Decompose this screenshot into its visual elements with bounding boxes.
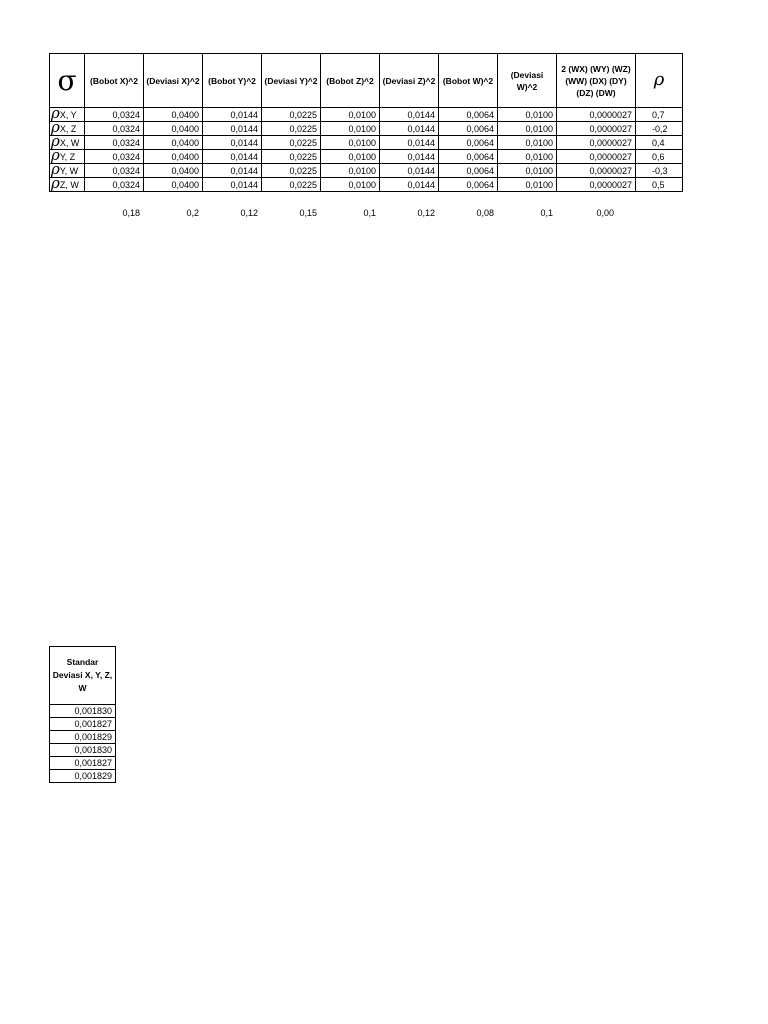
table-cell[interactable]: 0,0144	[203, 108, 262, 122]
sd-header-cell[interactable]: Standar Deviasi X, Y, Z, W	[50, 647, 116, 705]
rho-cell[interactable]: 0,5	[636, 178, 683, 192]
table-cell[interactable]: 0,0064	[439, 178, 498, 192]
table-cell[interactable]: 0,0144	[380, 150, 439, 164]
rho-cell[interactable]: -0,3	[636, 164, 683, 178]
row-label: Z, W	[59, 180, 79, 190]
table-cell[interactable]: 0,0324	[85, 178, 144, 192]
table-row	[50, 122, 683, 136]
sd-row	[50, 705, 116, 718]
bottom-value[interactable]: 0,2	[186, 208, 199, 218]
row-label-cell[interactable]	[50, 122, 85, 136]
table-cell[interactable]: 0,0100	[498, 122, 557, 136]
table-cell[interactable]: 0,0064	[439, 108, 498, 122]
table-cell[interactable]: 0,0100	[498, 164, 557, 178]
rho-cell[interactable]: 0,7	[636, 108, 683, 122]
header-cell[interactable]: (Bobot W)^2	[439, 54, 498, 108]
row-label-cell[interactable]	[50, 178, 85, 192]
table-cell[interactable]: 0,0064	[439, 122, 498, 136]
header-cell[interactable]: (Deviasi Y)^2	[262, 54, 321, 108]
bottom-value[interactable]: 0,18	[122, 208, 140, 218]
table-cell[interactable]: 0,0100	[498, 108, 557, 122]
table-cell[interactable]: 0,0400	[144, 122, 203, 136]
bottom-value[interactable]: 0,1	[363, 208, 376, 218]
header-cell[interactable]: (Deviasi Z)^2	[380, 54, 439, 108]
sigma-symbol: σ	[57, 63, 77, 97]
rho-cell[interactable]: -0,2	[636, 122, 683, 136]
sd-cell[interactable]: 0,001830	[50, 744, 116, 757]
table-cell[interactable]: 0,0000027	[557, 122, 636, 136]
sd-row	[50, 731, 116, 744]
bottom-value[interactable]: 0,1	[540, 208, 553, 218]
table-row	[50, 150, 683, 164]
table-cell[interactable]: 0,0064	[439, 150, 498, 164]
table-row	[50, 108, 683, 122]
row-label: X, Y	[59, 110, 77, 120]
table-cell[interactable]: 0,0000027	[557, 178, 636, 192]
table-cell[interactable]: 0,0000027	[557, 150, 636, 164]
row-label: X, Z	[59, 124, 77, 134]
table-cell[interactable]: 0,0144	[203, 164, 262, 178]
table-cell[interactable]: 0,0324	[85, 150, 144, 164]
standard-deviation-table	[49, 646, 116, 783]
table-cell[interactable]: 0,0324	[85, 164, 144, 178]
sd-row	[50, 770, 116, 783]
table-cell[interactable]: 0,0100	[321, 178, 380, 192]
table-cell[interactable]: 0,0400	[144, 108, 203, 122]
row-label-cell[interactable]	[50, 108, 85, 122]
table-cell[interactable]: 0,0144	[203, 178, 262, 192]
bottom-value[interactable]: 0,00	[596, 208, 614, 218]
table-cell[interactable]: 0,0400	[144, 136, 203, 150]
row-label: Y, Z	[59, 152, 76, 162]
table-cell[interactable]: 0,0144	[203, 150, 262, 164]
row-label-cell[interactable]	[50, 150, 85, 164]
sd-row	[50, 718, 116, 731]
table-cell[interactable]: 0,0100	[321, 108, 380, 122]
row-label: Y, W	[59, 166, 79, 176]
table-cell[interactable]: 0,0225	[262, 122, 321, 136]
sd-row	[50, 757, 116, 770]
table-cell[interactable]: 0,0144	[203, 136, 262, 150]
table-row	[50, 178, 683, 192]
header-cell[interactable]: 2 (WX) (WY) (WZ) (WW) (DX) (DY) (DZ) (DW)	[557, 54, 636, 108]
table-cell[interactable]: 0,0225	[262, 136, 321, 150]
rho-cell[interactable]: 0,6	[636, 150, 683, 164]
rho-symbol: ρ	[51, 135, 60, 150]
table-cell[interactable]: 0,0100	[321, 136, 380, 150]
table-body	[50, 108, 683, 192]
table-cell[interactable]: 0,0225	[262, 108, 321, 122]
sigma-header-cell[interactable]	[50, 54, 85, 108]
table-cell[interactable]: 0,0225	[262, 150, 321, 164]
table-cell[interactable]: 0,0064	[439, 164, 498, 178]
sd-cell[interactable]: 0,001827	[50, 718, 116, 731]
sd-cell[interactable]: 0,001830	[50, 705, 116, 718]
table-cell[interactable]: 0,0324	[85, 108, 144, 122]
row-label-cell[interactable]	[50, 136, 85, 150]
table-cell[interactable]: 0,0144	[380, 136, 439, 150]
rho-symbol: ρ	[51, 121, 60, 136]
table-cell[interactable]: 0,0225	[262, 178, 321, 192]
header-cell[interactable]: (Bobot Z)^2	[321, 54, 380, 108]
table-row	[50, 136, 683, 150]
table-cell[interactable]: 0,0144	[380, 108, 439, 122]
rho-symbol: ρ	[51, 163, 60, 178]
header-row	[50, 54, 683, 108]
rho-symbol: ρ	[653, 68, 665, 90]
table-cell[interactable]: 0,0000027	[557, 164, 636, 178]
table-cell[interactable]: 0,0144	[380, 164, 439, 178]
header-cell[interactable]: (Bobot Y)^2	[203, 54, 262, 108]
table-cell[interactable]: 0,0400	[144, 178, 203, 192]
table-cell[interactable]: 0,0100	[321, 122, 380, 136]
table-cell[interactable]: 0,0225	[262, 164, 321, 178]
rho-header-cell[interactable]	[636, 54, 683, 108]
table-cell[interactable]: 0,0324	[85, 122, 144, 136]
bottom-values-row	[49, 208, 682, 222]
bottom-value[interactable]: 0,08	[476, 208, 494, 218]
rho-symbol: ρ	[51, 177, 60, 192]
table-cell[interactable]: 0,0100	[498, 136, 557, 150]
table-cell[interactable]: 0,0000027	[557, 108, 636, 122]
table-cell[interactable]: 0,0100	[498, 150, 557, 164]
table-cell[interactable]: 0,0100	[321, 150, 380, 164]
bottom-value[interactable]: 0,15	[299, 208, 317, 218]
sd-table-body	[50, 705, 116, 783]
sd-row	[50, 744, 116, 757]
table-cell[interactable]: 0,0100	[498, 178, 557, 192]
bottom-value[interactable]: 0,12	[417, 208, 435, 218]
table-row	[50, 164, 683, 178]
table-cell[interactable]: 0,0100	[321, 164, 380, 178]
row-label-cell[interactable]	[50, 164, 85, 178]
rho-symbol: ρ	[51, 107, 60, 122]
sd-cell[interactable]: 0,001829	[50, 770, 116, 783]
row-label: X, W	[59, 138, 80, 148]
table-cell[interactable]: 0,0144	[380, 178, 439, 192]
rho-symbol: ρ	[51, 149, 60, 164]
table-cell[interactable]: 0,0400	[144, 164, 203, 178]
table-cell[interactable]: 0,0144	[203, 122, 262, 136]
header-cell[interactable]: (Deviasi W)^2	[498, 54, 557, 108]
table-cell[interactable]: 0,0064	[439, 136, 498, 150]
bottom-value[interactable]: 0,12	[240, 208, 258, 218]
table-cell[interactable]: 0,0400	[144, 150, 203, 164]
table-cell[interactable]: 0,0000027	[557, 136, 636, 150]
sd-cell[interactable]: 0,001829	[50, 731, 116, 744]
correlation-table	[49, 53, 683, 192]
sd-cell[interactable]: 0,001827	[50, 757, 116, 770]
header-cell[interactable]: (Bobot X)^2	[85, 54, 144, 108]
table-cell[interactable]: 0,0144	[380, 122, 439, 136]
rho-cell[interactable]: 0,4	[636, 136, 683, 150]
table-cell[interactable]: 0,0324	[85, 136, 144, 150]
header-cell[interactable]: (Deviasi X)^2	[144, 54, 203, 108]
sd-header-row	[50, 647, 116, 705]
